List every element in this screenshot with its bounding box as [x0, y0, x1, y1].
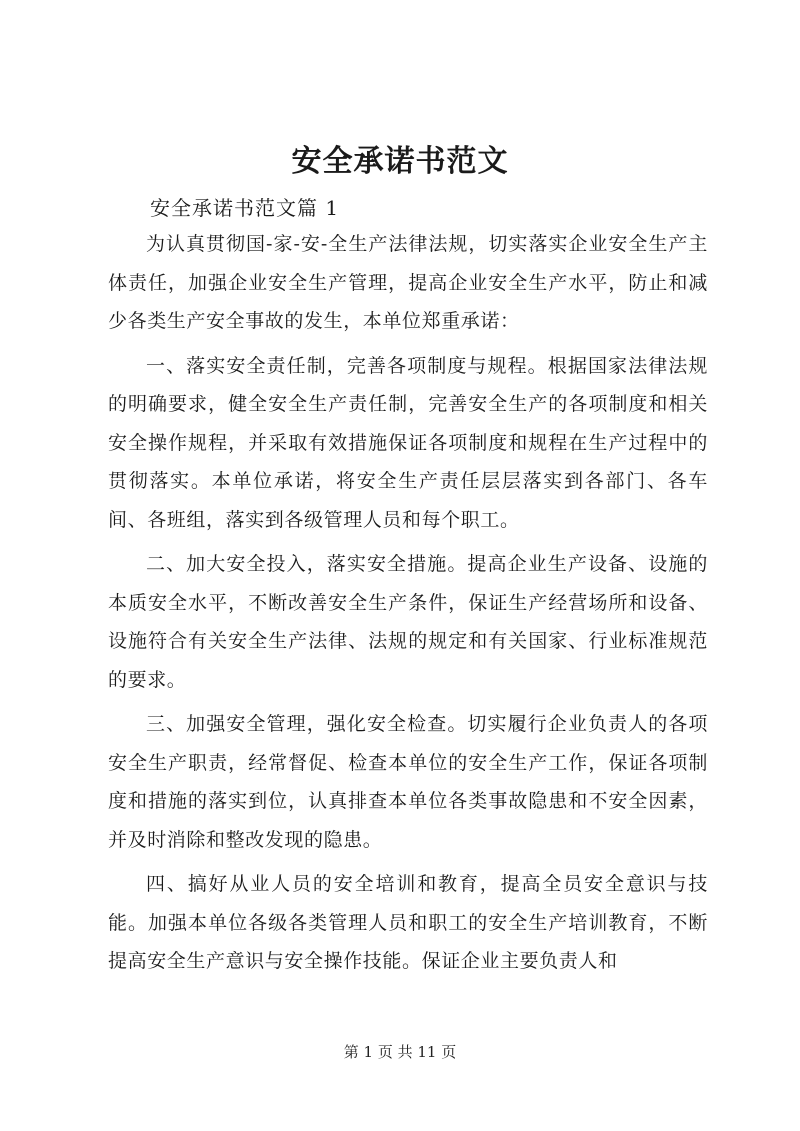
- document-body: [108, 225, 708, 987]
- paragraph-item-2: 二、加大安全投入，落实安全措施。提高企业生产设备、设施的本质安全水平，不断改善安全生产条件，保证生产经营场所和设备、设施符合有关安全生产法律、法规的规定和有关国家、行业标准规范的要求。: [108, 553, 708, 691]
- paragraph-item-3: 三、加强安全管理，强化安全检查。切实履行企业负责人的各项安全生产职责，经常督促、检查本单位的安全生产工作，保证各项制度和措施的落实到位，认真排查本单位各类事故隐患和不安全因素，并及时消除和整改发现的隐患。: [108, 713, 708, 851]
- paragraph-item-4: 四、搞好从业人员的安全培训和教育，提高全员安全意识与技能。加强本单位各级各类管理人员和职工的安全生产培训教育，不断提高安全生产意识与安全操作技能。保证企业主要负责人和: [108, 873, 708, 972]
- document-subtitle: 安全承诺书范文篇 1: [150, 196, 340, 220]
- document-title: 安全承诺书范文: [291, 144, 509, 179]
- paragraph-item-1: 一、落实安全责任制，完善各项制度与规程。根据国家法律法规的明确要求，健全安全生产责任制，完善安全生产的各项制度和相关安全操作规程，并采取有效措施保证各项制度和规程在生产过程中的贯彻落实。本单位承诺，将安全生产责任层层落实到各部门、各车间、各班组，落实到各级管理人员和每个职工。: [108, 354, 708, 531]
- paragraph-intro: 为认真贯彻国-家-安-全生产法律法规，切实落实企业安全生产主体责任，加强企业安全生产管理，提高企业安全生产水平，防止和减少各类生产安全事故的发生，本单位郑重承诺：: [108, 233, 708, 332]
- page-number-footer: 第 1 页 共 11 页: [343, 1043, 457, 1061]
